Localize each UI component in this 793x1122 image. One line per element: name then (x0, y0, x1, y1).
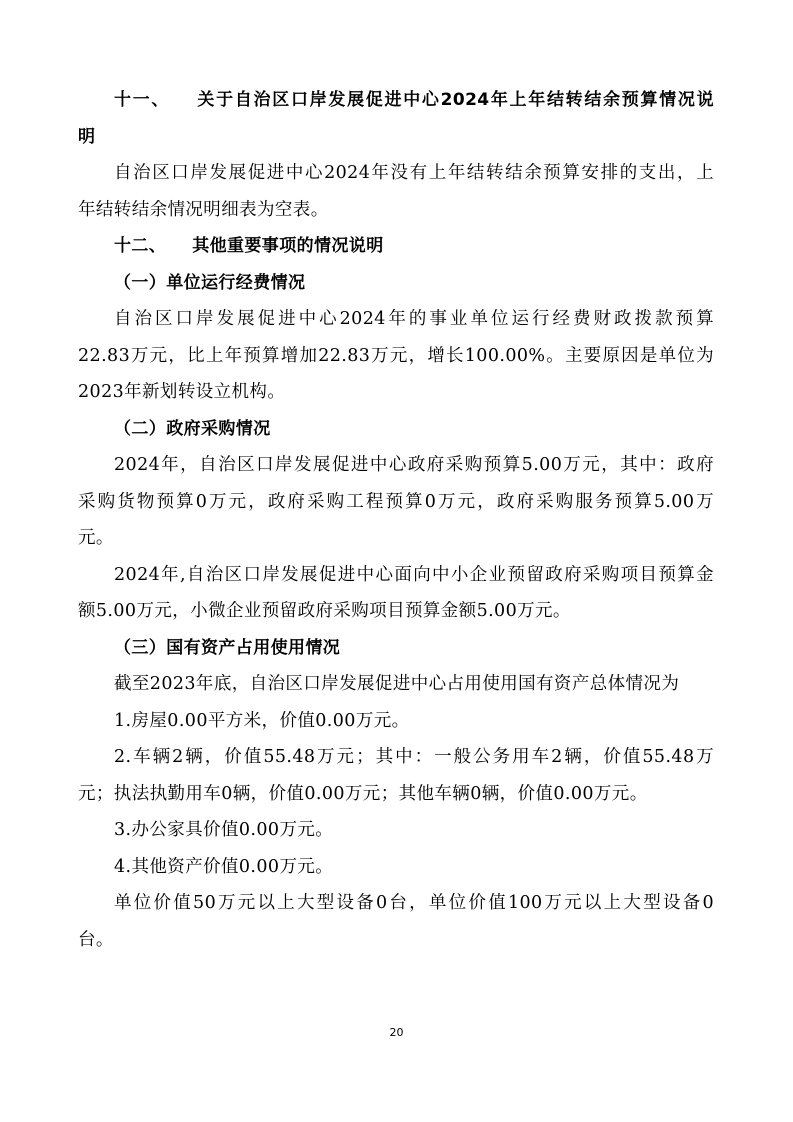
asset-item-vehicles-cont: 元；执法执勤用车0辆，价值0.00万元；其他车辆0辆，价值0.00万元。 (78, 783, 648, 804)
equipment-line-cont: 台。 (78, 929, 114, 950)
asset-item-vehicles: 2.车辆2辆，价值55.48万元；其中：一般公务用车2辆，价值55.48万 (114, 747, 714, 767)
asset-item-housing: 1.房屋0.00平方米，价值0.00万元。 (114, 710, 410, 731)
section-11-title: 关于自治区口岸发展促进中心2024年上年结转结余预算情况说 (196, 90, 714, 110)
section-12-title: 其他重要事项的情况说明 (192, 236, 384, 256)
subsection-1-body-line: 2023年新划转设立机构。 (78, 382, 286, 402)
section-11-number: 十一、 (114, 90, 171, 110)
subsection-3-heading: （三）国有资产占用使用情况 (114, 637, 341, 658)
subsection-2-heading: （二）政府采购情况 (114, 418, 271, 439)
subsection-1-body-line: 22.83万元，比上年预算增加22.83万元，增长100.00%。主要原因是单位为 (78, 345, 714, 366)
subsection-3-body-line: 截至2023年底，自治区口岸发展促进中心占用使用国有资产总体情况为 (114, 674, 680, 694)
asset-item-furniture: 3.办公家具价值0.00万元。 (114, 820, 334, 840)
section-12-number: 十二、 (114, 236, 167, 256)
subsection-2-body-line: 额5.00万元，小微企业预留政府采购项目预算金额5.00万元。 (78, 601, 571, 621)
document-page (78, 82, 714, 958)
subsection-2-body-line: 2024年，自治区口岸发展促进中心政府采购预算5.00万元，其中：政府 (114, 455, 714, 475)
section-11-heading-cont: 明 (78, 126, 96, 147)
subsection-2-body-line: 采购货物预算0万元，政府采购工程预算0万元，政府采购服务预算5.00万 (78, 491, 714, 512)
section-11-heading (78, 82, 714, 119)
subsection-1-body-line: 自治区口岸发展促进中心2024年的事业单位运行经费财政拨款预算 (114, 309, 714, 329)
page-number: 20 (389, 1026, 404, 1039)
section-11-body-line: 自治区口岸发展促进中心2024年没有上年结转结余预算安排的支出，上 (114, 163, 714, 183)
subsection-2-body-line: 2024年,自治区口岸发展促进中心面向中小企业预留政府采购项目预算金 (114, 564, 714, 585)
subsection-1-heading: （一）单位运行经费情况 (114, 272, 306, 293)
equipment-line: 单位价值50万元以上大型设备0台，单位价值100万元以上大型设备0 (114, 893, 714, 913)
subsection-2-body-line: 元。 (78, 528, 114, 548)
asset-item-other: 4.其他资产价值0.00万元。 (114, 856, 334, 877)
section-12-heading (78, 228, 714, 265)
section-11-body-line: 年结转结余情况明细表为空表。 (78, 199, 329, 220)
